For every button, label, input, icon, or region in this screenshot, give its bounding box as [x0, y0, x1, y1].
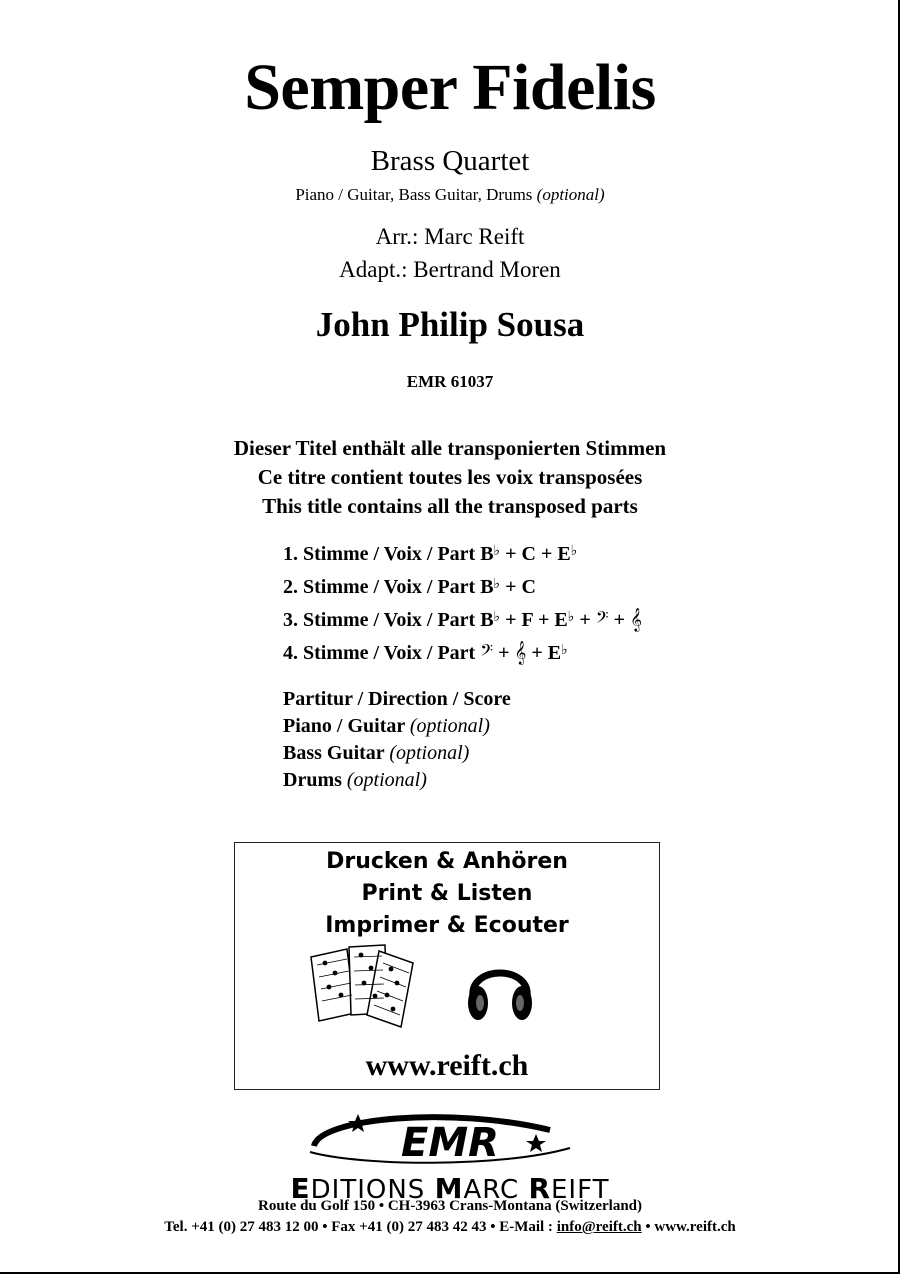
- publisher-name-part: E: [290, 1172, 311, 1205]
- sheet-music-icon: [309, 943, 421, 1029]
- piano-label: Piano / Guitar: [283, 715, 405, 737]
- optional-note: (optional): [389, 742, 470, 764]
- optional-note: (optional): [346, 769, 427, 791]
- promo-line-en: Print & Listen: [361, 881, 533, 906]
- part-1-label: 1. Stimme / Voix / Part B: [283, 543, 494, 565]
- flat-symbol: ♭: [493, 576, 501, 592]
- treble-clef-icon: 𝄞: [514, 640, 527, 664]
- ensemble-subtitle: Brass Quartet: [370, 145, 530, 177]
- transposed-notice: [0, 434, 900, 521]
- adapter: Adapt.: Bertrand Moren: [339, 257, 561, 282]
- logo-text: EMR: [401, 1120, 499, 1166]
- promo-line-de: Drucken & Anhören: [326, 849, 568, 874]
- part-3: [283, 602, 642, 635]
- publisher-name-part: EIFT: [551, 1175, 610, 1205]
- parts-list: [283, 536, 642, 668]
- flat-symbol: ♭: [561, 642, 568, 658]
- part-1: [283, 536, 642, 569]
- headphones-icon: [465, 951, 535, 1027]
- notice-line-en: This title contains all the transposed parts: [262, 494, 638, 518]
- flat-symbol: ♭: [493, 543, 501, 559]
- score-item: Partitur / Direction / Score: [283, 688, 511, 710]
- emr-logo: [300, 1108, 600, 1170]
- instrument-list: Piano / Guitar, Bass Guitar, Drums: [295, 185, 533, 204]
- arranger: Arr.: Marc Reift: [375, 224, 525, 249]
- optional-note: (optional): [409, 715, 490, 737]
- promo-line-fr: Imprimer & Ecouter: [325, 913, 569, 938]
- drums-label: Drums: [283, 769, 342, 791]
- part-2-keys: + C: [500, 576, 536, 598]
- part-1-keys: + C + E: [500, 543, 571, 565]
- bass-label: Bass Guitar: [283, 742, 385, 764]
- part-4: [283, 635, 642, 668]
- flat-symbol: ♭: [567, 609, 575, 625]
- drums-item: [283, 767, 511, 794]
- page-title: Semper Fidelis: [244, 51, 656, 124]
- flat-symbol: ♭: [493, 609, 501, 625]
- treble-clef-icon: 𝄞: [630, 607, 642, 631]
- publisher-name-part: ARC: [463, 1175, 529, 1205]
- part-4-keys: + E: [526, 642, 562, 664]
- star-icon: [526, 1134, 546, 1152]
- publisher-address: Route du Golf 150 • CH-3963 Crans-Montana (Switzerland): [258, 1198, 642, 1214]
- contact-website: • www.reift.ch: [641, 1219, 736, 1235]
- email-link[interactable]: info@reift.ch: [556, 1219, 642, 1235]
- part-4-label: 4. Stimme / Voix / Part: [283, 642, 481, 664]
- publisher-name-part: M: [434, 1172, 464, 1205]
- plus-sign: +: [493, 642, 515, 664]
- plus-sign: +: [574, 609, 596, 631]
- publisher-name-part: DITIONS: [310, 1175, 435, 1205]
- instrumentation: [0, 185, 900, 205]
- publisher-name-part: R: [528, 1172, 551, 1205]
- bass-clef-icon: 𝄢: [595, 607, 609, 631]
- contact-phone-fax: Tel. +41 (0) 27 483 12 00 • Fax +41 (0) 27 483 42 43 • E-Mail :: [164, 1219, 557, 1235]
- bass-clef-icon: 𝄢: [480, 640, 494, 664]
- catalog-number: EMR 61037: [406, 372, 494, 391]
- piano-item: [283, 713, 511, 740]
- part-3-keys: + F + E: [500, 609, 568, 631]
- part-3-label: 3. Stimme / Voix / Part B: [283, 609, 494, 631]
- flat-symbol: ♭: [570, 543, 578, 559]
- website-link[interactable]: www.reift.ch: [365, 1049, 529, 1082]
- publisher-contact: [0, 1219, 900, 1236]
- plus-sign: +: [608, 609, 631, 631]
- additional-parts: [283, 686, 511, 794]
- star-icon: [348, 1114, 368, 1132]
- composer: John Philip Sousa: [315, 305, 585, 344]
- bass-item: [283, 740, 511, 767]
- part-2-label: 2. Stimme / Voix / Part B: [283, 576, 494, 598]
- notice-line-de: Dieser Titel enthält alle transponierten Stimmen: [233, 436, 667, 460]
- print-listen-box: [234, 842, 660, 1090]
- part-2: [283, 569, 642, 602]
- optional-note: (optional): [536, 185, 605, 204]
- notice-line-fr: Ce titre contient toutes les voix transposées: [257, 465, 643, 489]
